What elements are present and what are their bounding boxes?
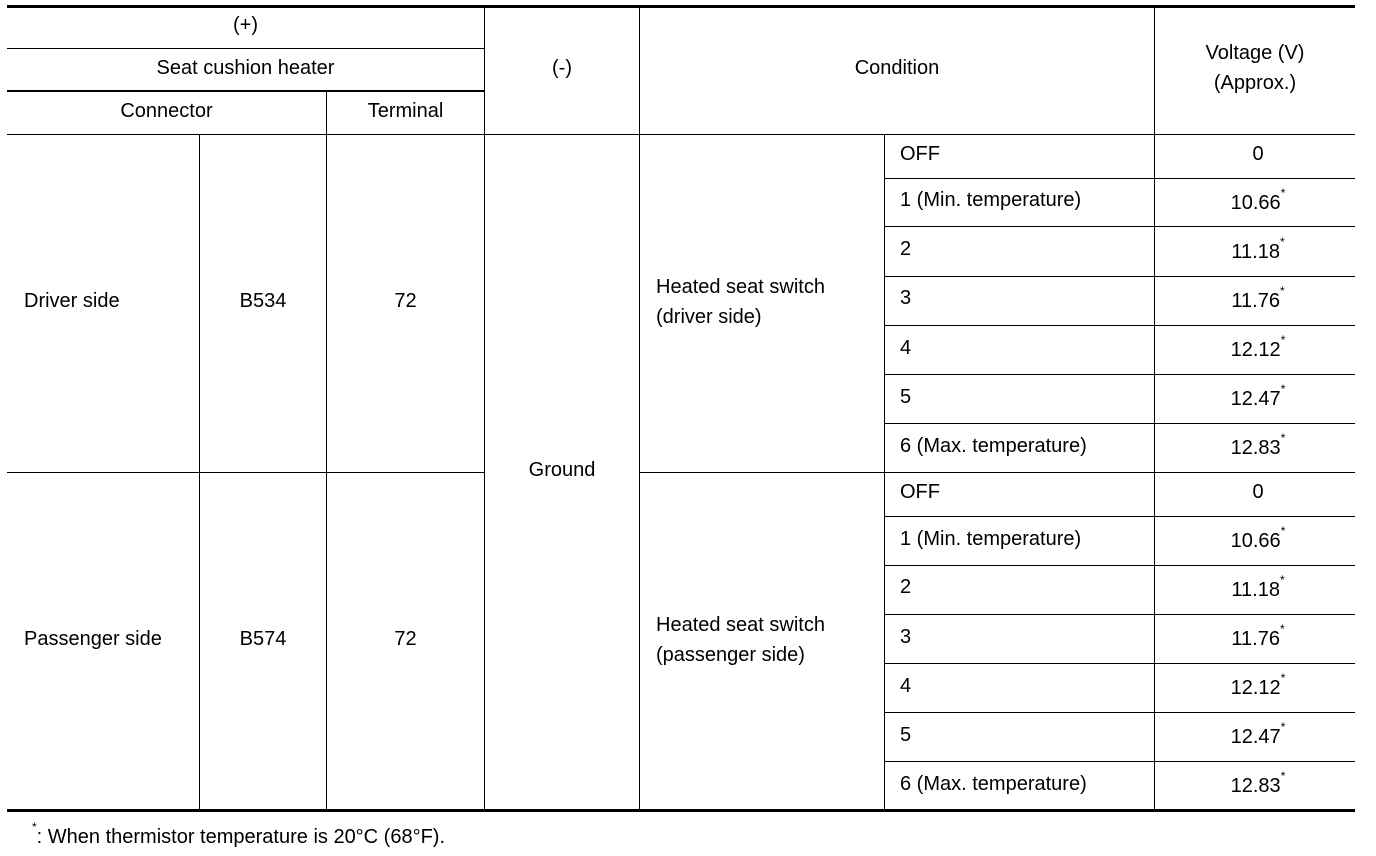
voltage-value: 12.12* bbox=[1230, 333, 1286, 361]
header-connector: Connector bbox=[120, 100, 213, 122]
footnote-mark: * bbox=[1280, 671, 1286, 685]
group-divider bbox=[7, 472, 484, 473]
switch-label-side: (driver side) bbox=[656, 306, 762, 328]
column-divider bbox=[884, 134, 885, 810]
footnote-mark: * bbox=[1279, 622, 1285, 636]
row-divider bbox=[884, 423, 1355, 424]
switch-label: Heated seat switch bbox=[656, 276, 825, 298]
row-divider bbox=[884, 226, 1355, 227]
footnote-mark: * bbox=[1280, 720, 1286, 734]
row-divider bbox=[884, 374, 1355, 375]
row-divider bbox=[884, 761, 1355, 762]
switch-position: 6 (Max. temperature) bbox=[900, 435, 1087, 457]
table-top-rule bbox=[7, 5, 1355, 8]
switch-label: Heated seat switch bbox=[656, 614, 825, 636]
voltage-value: 10.66* bbox=[1230, 524, 1286, 552]
voltage-value: 11.18* bbox=[1231, 235, 1285, 263]
side-label: Driver side bbox=[24, 290, 120, 312]
switch-label-side: (passenger side) bbox=[656, 644, 805, 666]
footnote-mark: * bbox=[32, 820, 37, 834]
switch-position: 4 bbox=[900, 337, 912, 359]
footnote-mark: * bbox=[1280, 524, 1286, 538]
switch-position: OFF bbox=[900, 143, 940, 165]
voltage-value: 10.66* bbox=[1230, 186, 1286, 214]
voltage-value: 0 bbox=[1252, 481, 1264, 503]
header-voltage-approx: (Approx.) bbox=[1213, 72, 1297, 94]
header-plus: (+) bbox=[233, 14, 258, 36]
row-divider bbox=[884, 325, 1355, 326]
footnote-mark: * bbox=[1280, 769, 1286, 783]
switch-position: 2 bbox=[900, 576, 912, 598]
terminal-value: 72 bbox=[394, 628, 417, 650]
row-divider bbox=[884, 516, 1355, 517]
column-divider bbox=[326, 91, 327, 810]
row-divider bbox=[884, 663, 1355, 664]
row-divider bbox=[884, 276, 1355, 277]
voltage-value: 12.83* bbox=[1230, 431, 1286, 459]
switch-position: 3 bbox=[900, 287, 912, 309]
row-divider bbox=[884, 614, 1355, 615]
footnote-mark: * bbox=[1279, 284, 1285, 298]
switch-position: 1 (Min. temperature) bbox=[900, 528, 1082, 550]
voltage-value: 12.47* bbox=[1230, 720, 1286, 748]
switch-position: 5 bbox=[900, 386, 912, 408]
column-divider bbox=[199, 134, 200, 810]
switch-position: 2 bbox=[900, 238, 912, 260]
voltage-value: 11.76* bbox=[1231, 622, 1285, 650]
terminal-value: 72 bbox=[394, 290, 417, 312]
footnote-mark: * bbox=[1280, 333, 1286, 347]
table-bottom-rule bbox=[7, 809, 1355, 812]
footnote-mark: * bbox=[1280, 186, 1286, 200]
voltage-value: 11.76* bbox=[1231, 284, 1285, 312]
switch-position: 3 bbox=[900, 626, 912, 648]
voltage-value: 11.18* bbox=[1231, 573, 1285, 601]
footnote-mark: * bbox=[1279, 573, 1285, 587]
header-voltage: Voltage (V) bbox=[1205, 42, 1305, 64]
group-divider bbox=[640, 472, 1355, 473]
row-divider bbox=[884, 565, 1355, 566]
voltage-value: 12.83* bbox=[1230, 769, 1286, 797]
row-divider bbox=[884, 178, 1355, 179]
header-bottom-rule bbox=[7, 134, 1355, 135]
header-terminal: Terminal bbox=[367, 100, 444, 122]
footnote-mark: * bbox=[1280, 382, 1286, 396]
connector-value: B534 bbox=[239, 290, 287, 312]
switch-position: 6 (Max. temperature) bbox=[900, 773, 1087, 795]
switch-position: OFF bbox=[900, 481, 940, 503]
footnote bbox=[32, 820, 446, 849]
header-minus: (-) bbox=[552, 57, 572, 79]
footnote-text: : When thermistor temperature is 20°C (68°F). bbox=[36, 826, 446, 848]
header-component: Seat cushion heater bbox=[156, 57, 335, 79]
column-divider bbox=[484, 7, 485, 810]
ground-cell: Ground bbox=[528, 459, 596, 481]
switch-position: 1 (Min. temperature) bbox=[900, 189, 1082, 211]
switch-position: 4 bbox=[900, 675, 912, 697]
switch-position: 5 bbox=[900, 724, 912, 746]
connector-value: B574 bbox=[239, 628, 287, 650]
column-divider bbox=[639, 7, 640, 810]
header-divider bbox=[7, 48, 484, 49]
voltage-value: 12.47* bbox=[1230, 382, 1286, 410]
footnote-mark: * bbox=[1279, 235, 1285, 249]
voltage-value: 12.12* bbox=[1230, 671, 1286, 699]
voltage-value: 0 bbox=[1252, 143, 1264, 165]
side-label: Passenger side bbox=[24, 628, 162, 650]
header-divider bbox=[7, 90, 484, 92]
footnote-mark: * bbox=[1280, 431, 1286, 445]
row-divider bbox=[884, 712, 1355, 713]
header-condition: Condition bbox=[854, 57, 940, 79]
